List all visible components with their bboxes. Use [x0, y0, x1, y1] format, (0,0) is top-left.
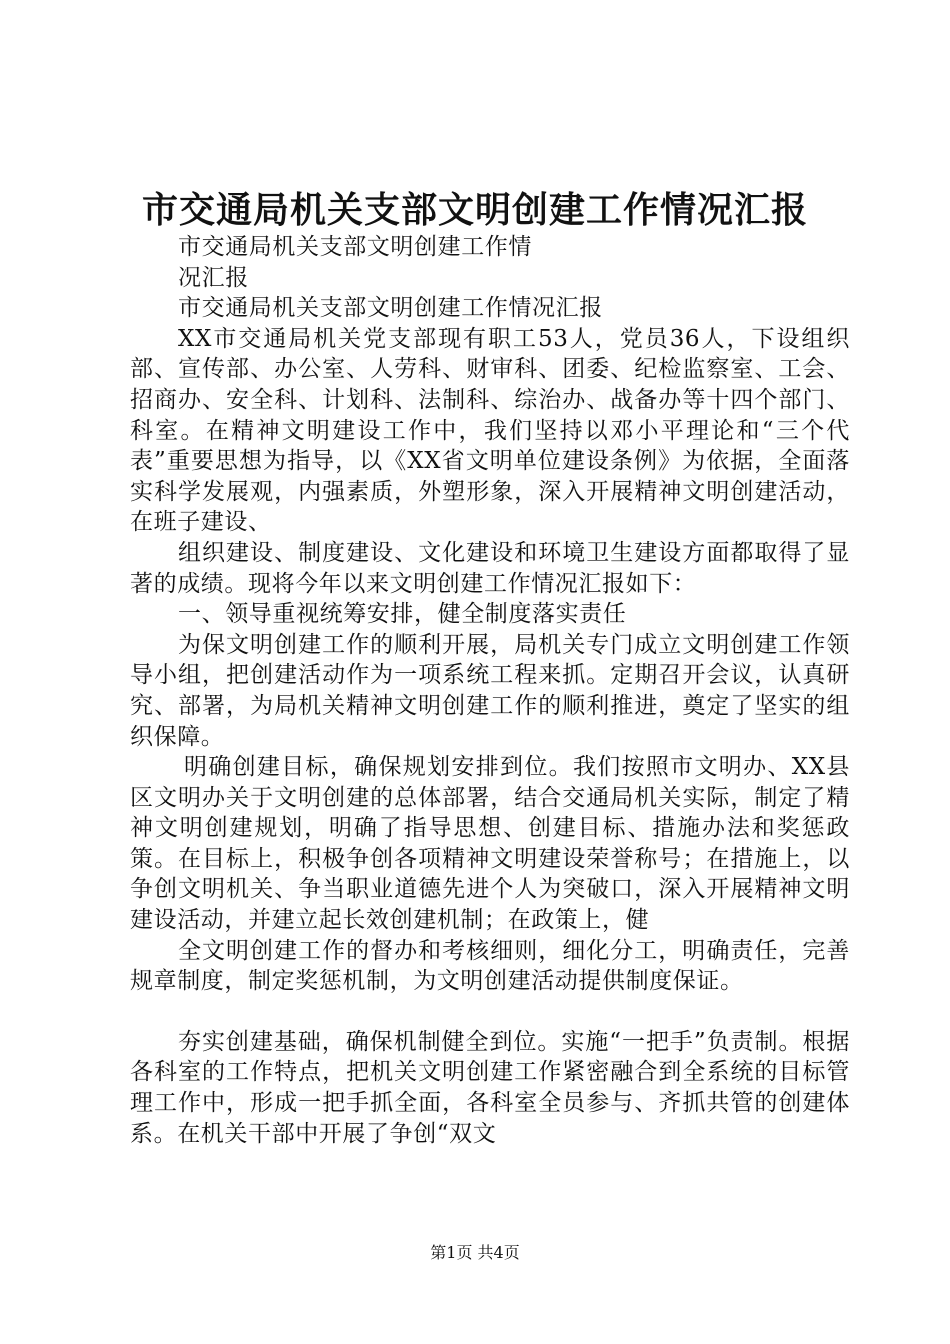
subtitle-line-3: 市交通局机关支部文明创建工作情况汇报	[178, 295, 603, 322]
document-body	[130, 232, 850, 1149]
page-footer: 第1页 共4页	[430, 1243, 520, 1262]
paragraph-intro: XX市交通局机关党支部现有职工53人，党员36人，下设组织部、宣传部、办公室、人劳科、财审科、团委、纪检监察室、工会、招商办、安全科、计划科、法制科、综治办、战备办等十四个部门、科室。在精神文明建设工作中，我们坚持以邓小平理论和“三个代表”重要思想为指导，以《XX省文明单位建设条例》为依据，全面落实科学发展观，内强素质，外塑形象，深入开展精神文明创建活动，在班子建设、	[130, 325, 850, 536]
paragraph-organization: 为保文明创建工作的顺利开展，局机关专门成立文明创建工作领导小组，把创建活动作为一项系统工程来抓。定期召开会议，认真研究、部署，为局机关精神文明创建工作的顺利推进，奠定了坚实的组织保障。	[130, 631, 850, 750]
paragraph-goals-continued: 全文明创建工作的督办和考核细则，细化分工，明确责任，完善规章制度，制定奖惩机制，为文明创建活动提供制度保证。	[130, 937, 850, 995]
paragraph-intro-continued: 组织建设、制度建设、文化建设和环境卫生建设方面都取得了显著的成绩。现将今年以来文明创建工作情况汇报如下：	[130, 539, 850, 597]
subtitle-line-2: 况汇报	[178, 264, 249, 291]
paragraph-foundation: 夯实创建基础，确保机制健全到位。实施“一把手”负责制。根据各科室的工作特点，把机关文明创建工作紧密融合到全系统的目标管理工作中，形成一把手抓全面，各科室全员参与、齐抓共管的创建体系。在机关干部中开展了争创“双文	[130, 1028, 850, 1147]
document-title: 市交通局机关支部文明创建工作情况汇报	[141, 189, 808, 231]
paragraph-goals: 明确创建目标，确保规划安排到位。我们按照市文明办、XX县区文明办关于文明创建的总体部署，结合交通局机关实际，制定了精神文明创建规划，明确了指导思想、创建目标、措施办法和奖惩政策。在目标上，积极争创各项精神文明建设荣誉称号；在措施上，以争创文明机关、争当职业道德先进个人为突破口，深入开展精神文明建设活动，并建立起长效创建机制；在政策上，健	[130, 754, 850, 934]
subtitle-line-1: 市交通局机关支部文明创建工作情	[178, 234, 532, 260]
section-heading-1: 一、领导重视统筹安排，健全制度落实责任	[178, 601, 627, 628]
